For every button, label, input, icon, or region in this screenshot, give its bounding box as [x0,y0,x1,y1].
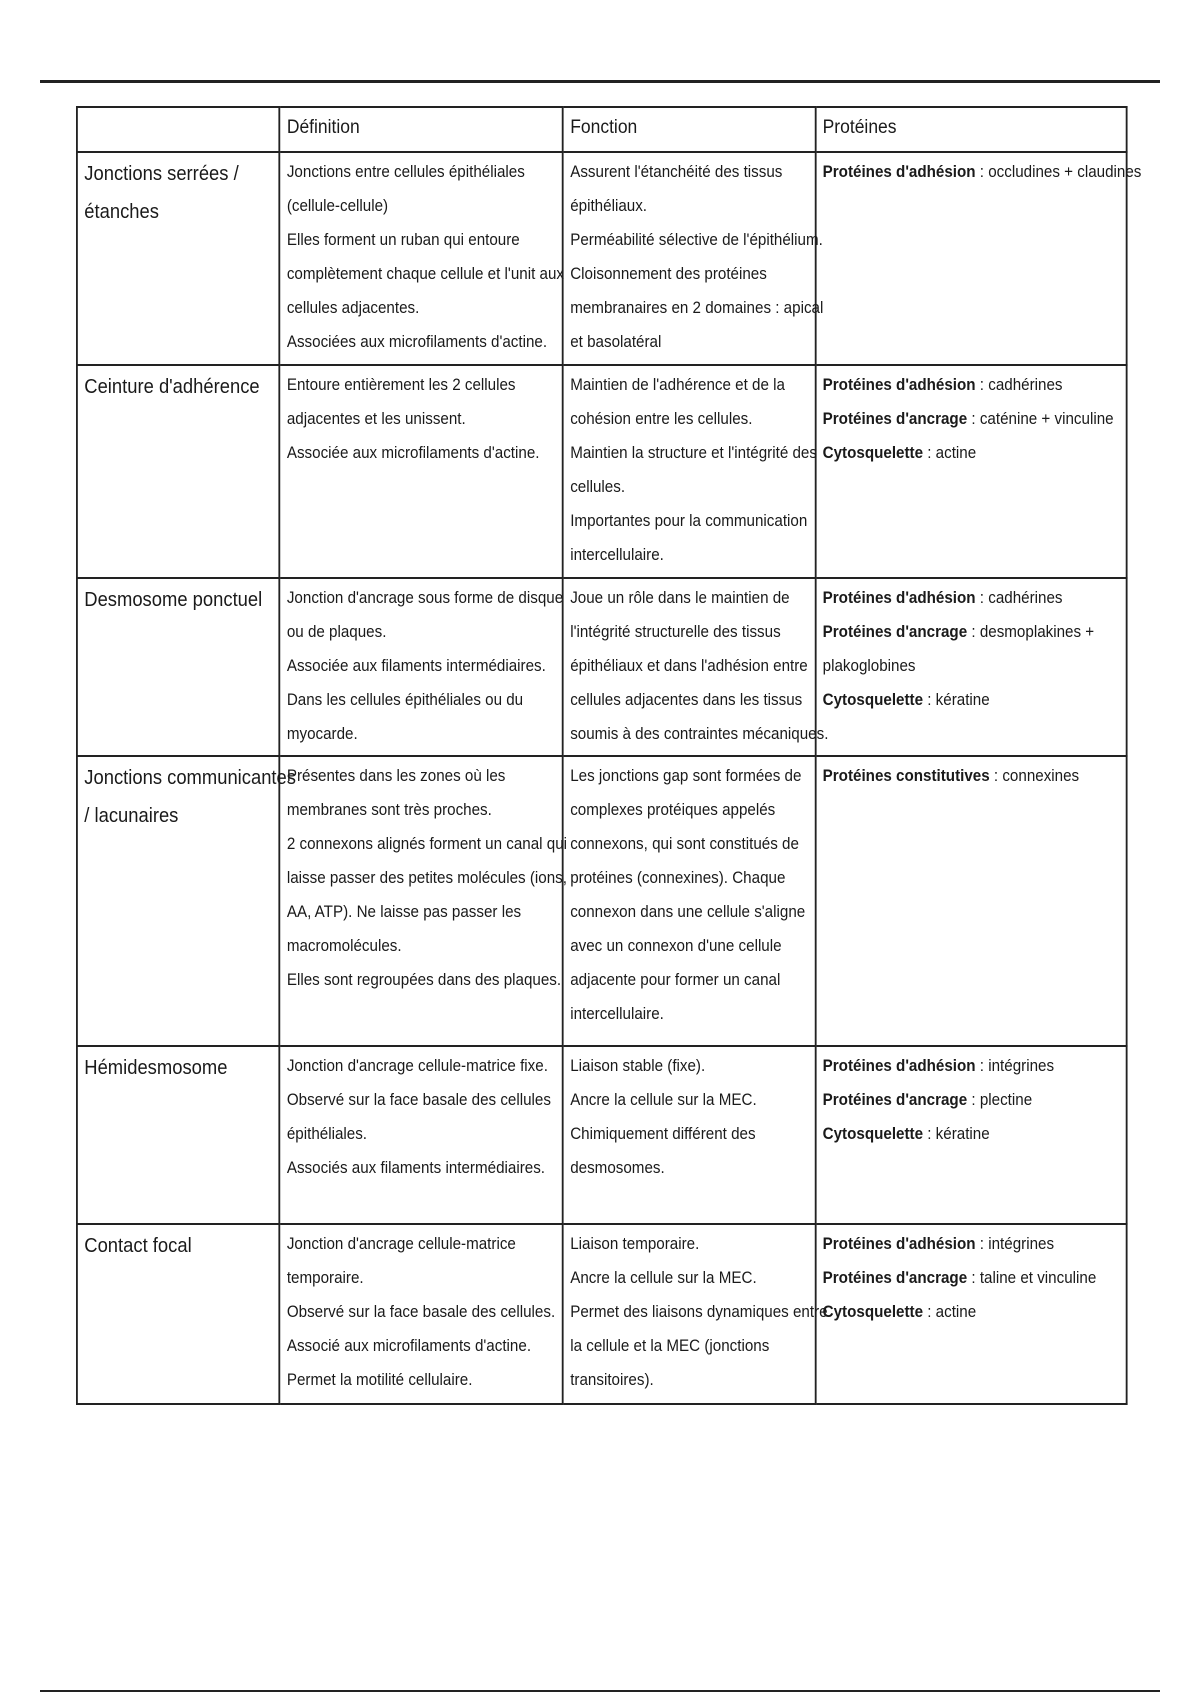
fonction-line: adjacente pour former un canal [570,971,781,989]
fonction-cell [563,578,829,756]
definition-line: AA, ATP). Ne laisse pas passer les [286,903,522,921]
protein-value: : connexines [989,767,1080,785]
protein-category-label: Protéines d'ancrage [822,1269,968,1287]
fonction-line: intercellulaire. [570,546,664,564]
definition-line: macromolécules. [286,937,402,955]
fonction-line: Perméabilité sélective de l'épithélium. [570,231,823,249]
definition-line: (cellule-cellule) [286,197,389,215]
fonction-line: Ancre la cellule sur la MEC. [570,1269,757,1287]
definition-line: cellules adjacentes. [286,299,420,317]
protein-line [823,1227,1120,1261]
protein-line [823,1261,1120,1295]
junction-name-line: Desmosome ponctuel [84,589,263,611]
fonction-line: Permet des liaisons dynamiques entre [570,1303,828,1321]
fonction-line: connexon dans une cellule s'aligne [570,903,806,921]
definition-line: 2 connexons alignés forment un canal qui [286,835,568,853]
fonction-line: Ancre la cellule sur la MEC. [570,1091,757,1109]
junction-name-line: Ceinture d'adhérence [84,376,260,398]
definition-cell [279,365,562,578]
protein-line [823,402,1120,436]
protein-line [823,1295,1120,1329]
protein-line [823,615,1120,649]
fonction-line: desmosomes. [570,1159,665,1177]
fonction-line: et basolatéral [570,333,662,351]
header-cell-empty [77,107,280,152]
header-cell-definition: Définition [279,107,562,152]
junction-name-cell [77,578,280,756]
fonction-cell [563,365,815,578]
definition-line: Observé sur la face basale des cellules. [286,1303,556,1321]
definition-line: laisse passer des petites molécules (ions, [286,869,567,887]
protein-value: : plectine [967,1091,1033,1109]
protein-value: : intégrines [975,1235,1055,1253]
junction-name-line: Jonctions serrées / [84,163,239,185]
protein-line [823,649,1120,683]
definition-line: Elles sont regroupées dans des plaques. [286,971,562,989]
fonction-line: cellules. [570,478,626,496]
fonction-cell [563,1224,828,1404]
junction-name-cell [77,756,296,1046]
definition-line: Présentes dans les zones où les [286,767,506,785]
fonction-line: l'intégrité structurelle des tissus [570,623,781,641]
fonction-cell [563,756,815,1046]
definition-cell [279,1224,562,1404]
table-row [77,756,1127,1046]
junction-name-cell [77,1046,280,1224]
protein-category-label: Protéines constitutives [822,767,990,785]
protein-value: : cadhérines [975,589,1063,607]
fonction-line: Liaison stable (fixe). [570,1057,706,1075]
definition-line: Jonction d'ancrage sous forme de disque [286,589,564,607]
fonction-line: Chimiquement différent des [570,1125,756,1143]
junction-name-line: Hémidesmosome [84,1057,228,1079]
protein-category-label: Protéines d'adhésion [822,589,976,607]
protein-value: : cadhérines [975,376,1063,394]
protein-category-label: Protéines d'adhésion [822,1057,976,1075]
junction-name-line: étanches [84,201,159,223]
protein-line [823,1049,1120,1083]
protein-value: plakoglobines [822,657,916,675]
protein-value: : caténine + vinculine [967,410,1114,428]
fonction-line: Importantes pour la communication [570,512,808,530]
fonction-line: Cloisonnement des protéines [570,265,767,283]
fonction-line: membranaires en 2 domaines : apical [570,299,824,317]
protein-line [822,155,1142,189]
definition-line: Entoure entièrement les 2 cellules [286,376,516,394]
table-row [77,365,1127,578]
definition-line: Associée aux microfilaments d'actine. [286,444,540,462]
fonction-line: complexes protéiques appelés [570,801,776,819]
bottom-rule [40,1690,1160,1692]
definition-line: Associées aux microfilaments d'actine. [286,333,548,351]
protein-category-label: Protéines d'adhésion [822,163,976,181]
protein-category-label: Protéines d'ancrage [822,623,968,641]
fonction-line: Joue un rôle dans le maintien de [570,589,790,607]
table-row [77,1224,1127,1404]
fonction-line: connexons, qui sont constitués de [570,835,799,853]
junction-name-cell [77,1224,280,1404]
junction-name-cell [77,152,280,365]
proteines-cell [815,1224,1126,1404]
definition-line: Jonction d'ancrage cellule-matrice fixe. [286,1057,548,1075]
fonction-cell [563,152,824,365]
protein-value: : intégrines [975,1057,1055,1075]
protein-line [823,1083,1120,1117]
table-row [77,578,1127,756]
protein-value: : occludines + claudines [975,163,1142,181]
definition-line: Jonctions entre cellules épithéliales [286,163,525,181]
table-row [77,1046,1127,1224]
definition-line: Permet la motilité cellulaire. [286,1371,473,1389]
fonction-line: Maintien de l'adhérence et de la [570,376,785,394]
definition-line: Associé aux microfilaments d'actine. [286,1337,532,1355]
junction-name-cell [77,365,280,578]
fonction-line: cellules adjacentes dans les tissus [570,691,803,709]
fonction-line: intercellulaire. [570,1005,664,1023]
definition-line: Associée aux filaments intermédiaires. [286,657,546,675]
definition-line: complètement chaque cellule et l'unit aux [286,265,564,283]
definition-cell [279,756,568,1046]
proteines-cell [815,1046,1126,1224]
header-cell-fonction: Fonction [563,107,815,152]
junctions-table [76,106,1142,1405]
protein-category-label: Protéines d'adhésion [822,1235,976,1253]
junction-name-line: / lacunaires [84,805,179,827]
header-cell-proteines: Protéines [815,107,1126,152]
definition-line: épithéliales. [286,1125,368,1143]
protein-category-label: Cytosquelette [822,691,924,709]
fonction-line: cohésion entre les cellules. [570,410,753,428]
protein-line [823,759,1120,793]
definition-cell [279,1046,562,1224]
protein-line [823,1117,1120,1151]
definition-line: myocarde. [286,725,358,743]
protein-value: : kératine [923,691,990,709]
fonction-line: protéines (connexines). Chaque [570,869,786,887]
proteines-cell [815,365,1126,578]
definition-line: adjacentes et les unissent. [286,410,466,428]
table-row [77,152,1127,365]
definition-cell [279,152,562,365]
definition-line: Elles forment un ruban qui entoure [286,231,520,249]
junction-name-line: Jonctions communicantes [84,767,296,789]
definition-cell [279,578,562,756]
protein-category-label: Cytosquelette [822,1303,924,1321]
protein-category-label: Protéines d'adhésion [822,376,976,394]
proteines-cell [815,578,1126,756]
protein-line [823,683,1120,717]
proteines-cell [815,152,1142,365]
fonction-line: Assurent l'étanchéité des tissus [570,163,783,181]
fonction-line: épithéliaux et dans l'adhésion entre [570,657,808,675]
header-row [77,107,1127,152]
definition-line: membranes sont très proches. [286,801,492,819]
protein-line [823,436,1120,470]
protein-value: : taline et vinculine [967,1269,1097,1287]
fonction-line: Maintien la structure et l'intégrité des [570,444,817,462]
fonction-line: la cellule et la MEC (jonctions [570,1337,770,1355]
definition-line: ou de plaques. [286,623,387,641]
fonction-line: transitoires). [570,1371,654,1389]
protein-value: : kératine [923,1125,990,1143]
fonction-line: avec un connexon d'une cellule [570,937,782,955]
protein-value: : actine [923,1303,977,1321]
protein-line [823,581,1120,615]
fonction-line: soumis à des contraintes mécaniques. [570,725,829,743]
definition-line: Dans les cellules épithéliales ou du [286,691,524,709]
protein-value: : actine [923,444,977,462]
protein-category-label: Cytosquelette [822,1125,924,1143]
protein-category-label: Protéines d'ancrage [822,1091,968,1109]
definition-line: Observé sur la face basale des cellules [286,1091,551,1109]
protein-value: : desmoplakines + [967,623,1095,641]
fonction-line: Les jonctions gap sont formées de [570,767,802,785]
top-rule [40,80,1160,83]
protein-category-label: Protéines d'ancrage [822,410,968,428]
definition-line: Associés aux filaments intermédiaires. [286,1159,546,1177]
proteines-cell [815,756,1126,1046]
fonction-line: épithéliaux. [570,197,648,215]
fonction-line: Liaison temporaire. [570,1235,700,1253]
junction-name-line: Contact focal [84,1235,192,1257]
protein-category-label: Cytosquelette [822,444,924,462]
definition-line: Jonction d'ancrage cellule-matrice [286,1235,516,1253]
fonction-cell [563,1046,815,1224]
protein-line [823,368,1120,402]
definition-line: temporaire. [286,1269,364,1287]
